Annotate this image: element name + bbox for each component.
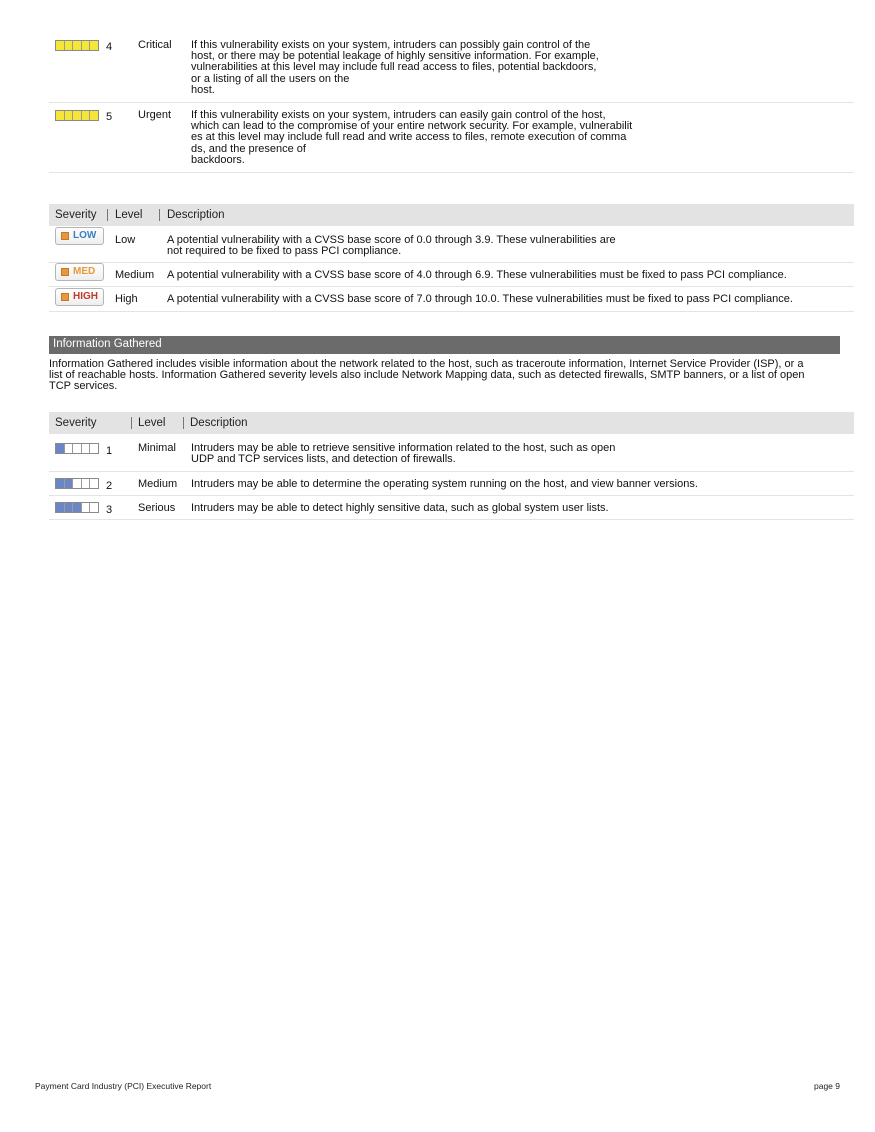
- badge-square-icon: [61, 232, 69, 240]
- row-divider: [49, 311, 854, 312]
- row-divider: [49, 471, 854, 472]
- badge-square-icon: [61, 293, 69, 301]
- header-severity: Severity: [55, 417, 97, 429]
- level-label: Urgent: [138, 109, 172, 121]
- footer-report-title: Payment Card Industry (PCI) Executive Report: [35, 1081, 212, 1091]
- severity-bar-level-3: [55, 502, 99, 513]
- level-description: A potential vulnerability with a CVSS base score of 0.0 through 3.9. These vulnerabilities are not required to be fixed to pass PCI compliance.: [167, 234, 616, 258]
- row-divider: [49, 495, 854, 496]
- level-description: Intruders may be able to detect highly sensitive data, such as global system user lists.: [191, 502, 609, 514]
- header-level: Level: [138, 417, 166, 429]
- header-description: Description: [190, 417, 248, 429]
- row-divider: [49, 172, 854, 173]
- level-label: Medium: [115, 269, 155, 281]
- section-title-bar: [49, 336, 840, 354]
- severity-bar-level-4: [55, 40, 99, 51]
- info-table-header: [49, 412, 854, 434]
- level-number: 4: [106, 41, 113, 53]
- level-description: If this vulnerability exists on your system, intruders can easily gain control of the host, which can lead to the compromise of your entire network security. For example, vulnerabilit es at this level may include full read and write access to files, remote execution of comma ds, and the presence of backdoors.: [191, 109, 633, 166]
- severity-bar-level-1: [55, 443, 99, 454]
- level-label: Minimal: [138, 442, 176, 454]
- level-description: A potential vulnerability with a CVSS base score of 7.0 through 10.0. These vulnerabilities must be fixed to pass PCI compliance.: [167, 293, 793, 305]
- level-number: 5: [106, 111, 113, 123]
- section-intro: Information Gathered includes visible information about the network related to the host, such as traceroute information, Internet Service Provider (ISP), or a list of reachable hosts. Information Gathered severity levels also include Network Mapping data, such as detected firewalls, SMTP banners, or a list of open TCP services.: [49, 358, 805, 393]
- row-divider: [49, 519, 854, 520]
- severity-bar-level-5: [55, 110, 99, 121]
- level-description: If this vulnerability exists on your system, intruders can possibly gain control of the host, or there may be potential leakage of highly sensitive information. For example, vulnerabilities at this level may include full read access to files, potential backdoors, or a listing of all the users on the host.: [191, 39, 599, 96]
- level-label: Critical: [138, 39, 172, 51]
- header-divider: [131, 417, 132, 429]
- row-divider: [49, 262, 854, 263]
- level-label: High: [115, 293, 138, 305]
- level-number: 2: [106, 480, 113, 492]
- header-divider: [107, 209, 108, 221]
- level-label: Serious: [138, 502, 176, 514]
- level-number: 1: [106, 445, 113, 457]
- header-severity: Severity: [55, 209, 97, 221]
- row-divider: [49, 102, 854, 103]
- level-description: Intruders may be able to determine the operating system running on the host, and view banner versions.: [191, 478, 698, 490]
- severity-bar-level-2: [55, 478, 99, 489]
- badge-square-icon: [61, 268, 69, 276]
- header-level: Level: [115, 209, 143, 221]
- header-description: Description: [167, 209, 225, 221]
- level-label: Low: [115, 234, 136, 246]
- section-title: Information Gathered: [53, 338, 162, 350]
- level-description: A potential vulnerability with a CVSS base score of 4.0 through 6.9. These vulnerabilities must be fixed to pass PCI compliance.: [167, 269, 787, 281]
- level-number: 3: [106, 504, 113, 516]
- row-divider: [49, 286, 854, 287]
- high-severity-badge: HIGH: [55, 288, 104, 306]
- footer-page-number: page 9: [814, 1081, 840, 1091]
- header-divider: [183, 417, 184, 429]
- low-severity-badge: LOW: [55, 227, 104, 245]
- med-severity-badge: MED: [55, 263, 104, 281]
- level-label: Medium: [138, 478, 178, 490]
- header-divider: [159, 209, 160, 221]
- level-description: Intruders may be able to retrieve sensitive information related to the host, such as open UDP and TCP services lists, and detection of firewalls.: [191, 442, 616, 466]
- pci-table-header: [49, 204, 854, 226]
